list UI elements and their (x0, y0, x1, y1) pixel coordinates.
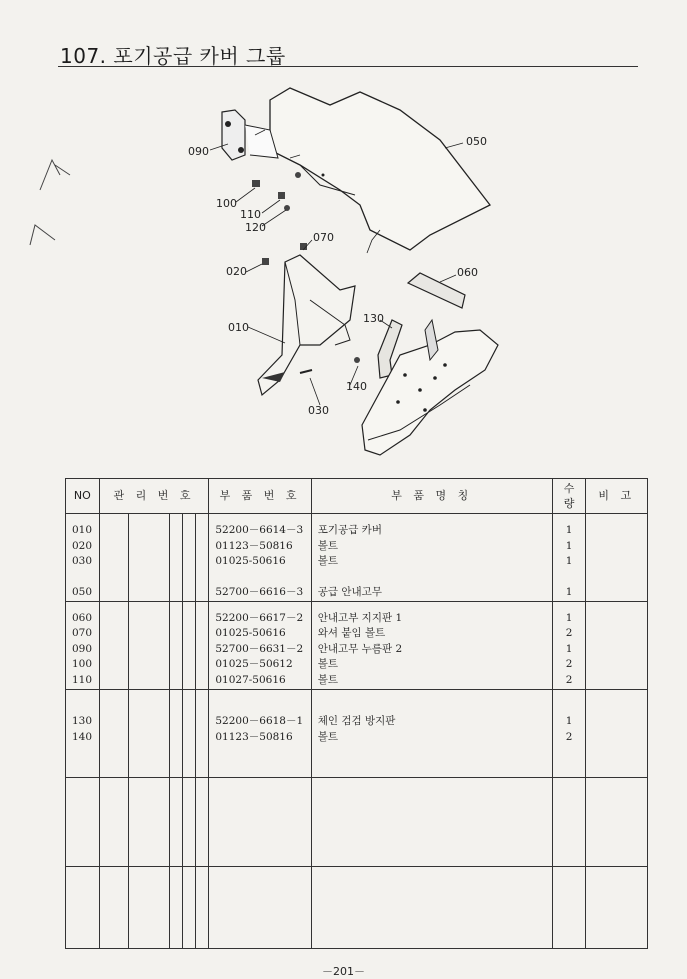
no-cell (66, 514, 100, 602)
part-number (215, 570, 304, 586)
part-number: 52200－6614－3 (215, 524, 304, 536)
pencil-mark (40, 160, 70, 190)
table-row-empty (66, 778, 648, 866)
part-number: 52200－6617－2 (215, 611, 304, 624)
item-no (72, 699, 93, 715)
quantity: 1 (565, 715, 573, 728)
quantity: 2 (565, 673, 573, 686)
page-number: －201－ (322, 965, 365, 978)
part-name: 볼트 (317, 673, 339, 686)
item-no: 020 (72, 539, 93, 552)
part-number: 01123－50816 (215, 730, 293, 743)
part-number: 01027-50616 (215, 673, 286, 686)
exploded-parts-diagram (0, 70, 687, 480)
header-no: NO (66, 479, 100, 514)
quantity (559, 699, 580, 715)
title-rule (58, 66, 638, 67)
item-no: 130 (72, 715, 93, 728)
quantity-cell (552, 514, 586, 602)
table-row-group (66, 514, 648, 602)
part-number: 52700－6631－2 (215, 642, 304, 655)
no-cell (66, 601, 100, 689)
part-number-cell (209, 514, 311, 602)
label-120: 120 (245, 221, 266, 234)
label-140: 140 (346, 380, 367, 393)
label-030: 030 (308, 404, 329, 417)
part-name: 안내고부 지지판 1 (317, 611, 403, 624)
item-no: 090 (72, 642, 93, 655)
item-no (72, 570, 93, 586)
part-name-cell (311, 601, 552, 689)
quantity (559, 570, 580, 586)
part-name: 볼트 (317, 555, 339, 567)
item-no: 070 (72, 627, 93, 640)
quantity: 2 (565, 730, 573, 743)
quantity: 1 (565, 586, 573, 598)
quantity: 1 (565, 555, 573, 567)
part-name: 볼트 (317, 730, 339, 743)
part-name: 안내고무 누름판 2 (317, 642, 403, 655)
label-110: 110 (240, 208, 261, 221)
quantity: 1 (565, 524, 573, 536)
cover-part-010 (258, 255, 355, 395)
label-130: 130 (363, 312, 384, 325)
part-name: 공급 안내고무 (317, 586, 382, 598)
part-number-cell (209, 689, 311, 777)
cover-part-050 (270, 88, 490, 250)
table-header-row (66, 479, 648, 514)
item-no: 030 (72, 555, 93, 567)
item-no: 060 (72, 611, 93, 624)
parts-illustration (0, 70, 687, 480)
part-number (215, 699, 304, 715)
part-number: 52200－6618－1 (215, 715, 304, 728)
label-070: 070 (313, 231, 334, 244)
item-no: 010 (72, 524, 93, 536)
table-row-group (66, 601, 648, 689)
part-name: 볼트 (317, 658, 339, 671)
item-no: 050 (72, 586, 93, 598)
part-number: 52700－6616－3 (215, 586, 304, 598)
part-name (318, 699, 546, 715)
quantity: 1 (565, 539, 573, 552)
header-part-name: 부 품 명 칭 (311, 479, 552, 514)
label-050: 050 (466, 135, 487, 148)
part-number: 01123－50816 (215, 539, 293, 552)
label-060: 060 (457, 266, 478, 279)
header-quantity: 수량 (552, 479, 586, 514)
item-no: 140 (72, 730, 93, 743)
part-number: 01025-50616 (215, 627, 286, 640)
part-number: 01025-50616 (215, 555, 286, 567)
table-row-empty (66, 866, 648, 948)
quantity-cell (552, 601, 586, 689)
part-name: 체인 검검 방지판 (317, 715, 396, 728)
part-name: 볼트 (317, 539, 339, 552)
label-020: 020 (226, 265, 247, 278)
part-name-cell (311, 689, 552, 777)
header-management-number: 관 리 번 호 (99, 479, 209, 514)
quantity-cell (552, 689, 586, 777)
no-cell (66, 689, 100, 777)
quantity: 2 (565, 627, 573, 640)
label-100: 100 (216, 197, 237, 210)
header-part-number: 부 품 번 호 (209, 479, 311, 514)
part-name: 포기공급 카버 (317, 524, 382, 536)
quantity: 2 (565, 658, 573, 671)
parts-list-table (65, 478, 648, 949)
label-010: 010 (228, 321, 249, 334)
label-090: 090 (188, 145, 209, 158)
item-no: 110 (72, 673, 93, 686)
part-name (318, 570, 546, 586)
item-no: 100 (72, 658, 93, 671)
part-name-cell (311, 514, 552, 602)
quantity: 1 (565, 642, 573, 655)
quantity: 1 (565, 611, 573, 624)
header-note: 비 고 (586, 479, 648, 514)
pencil-mark (30, 225, 55, 245)
part-name: 와셔 붙임 볼트 (317, 627, 386, 640)
part-number-cell (209, 601, 311, 689)
page-title: 107. 포기공급 카버 그룹 (60, 44, 286, 68)
part-number: 01025－50612 (215, 658, 293, 671)
table-row-group (66, 689, 648, 777)
